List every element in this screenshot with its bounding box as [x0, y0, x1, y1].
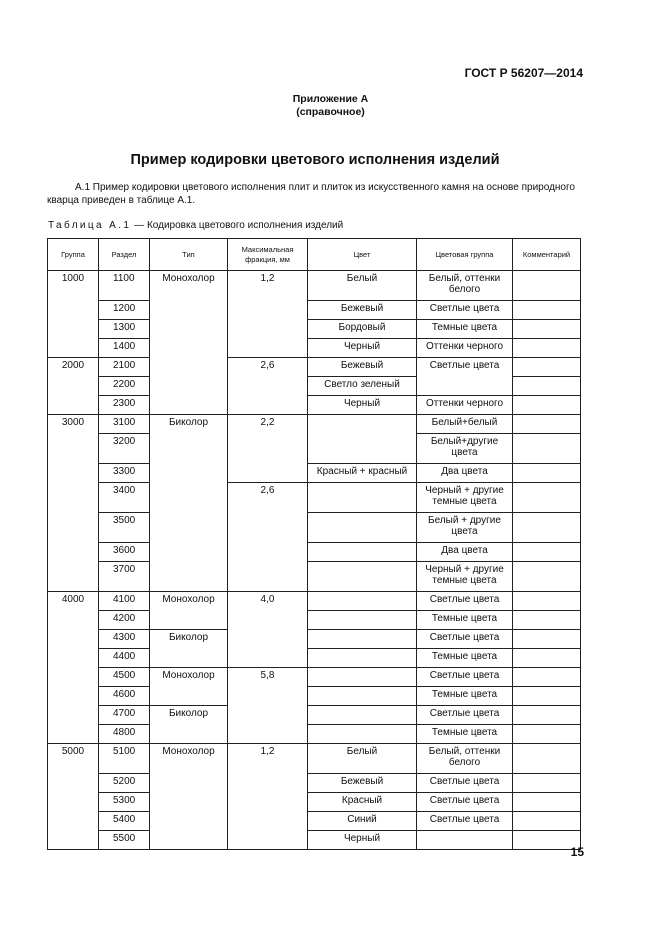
color-cell [308, 513, 417, 543]
color-group-cell: Светлые цвета [417, 630, 513, 649]
razdel-cell: 2100 [99, 358, 150, 377]
table-row [48, 774, 581, 793]
comment-cell [513, 668, 581, 687]
document-code: ГОСТ Р 56207—2014 [464, 66, 583, 80]
comment-cell [513, 793, 581, 812]
color-cell: Белый [308, 271, 417, 301]
column-header: Тип [150, 239, 228, 271]
color-cell [308, 668, 417, 687]
column-header: Максимальная фракция, мм [228, 239, 308, 271]
table-row [48, 668, 581, 687]
razdel-cell: 3600 [99, 543, 150, 562]
group-cell: 2000 [48, 358, 99, 415]
razdel-cell: 5400 [99, 812, 150, 831]
comment-cell [513, 812, 581, 831]
type-cell: Монохолор [150, 744, 228, 850]
comment-cell [513, 483, 581, 513]
color-group-cell: Белый + другие цвета [417, 513, 513, 543]
comment-cell [513, 396, 581, 415]
table-row [48, 358, 581, 377]
color-group-cell: Два цвета [417, 543, 513, 562]
razdel-cell: 5100 [99, 744, 150, 774]
razdel-cell: 5300 [99, 793, 150, 812]
comment-cell [513, 301, 581, 320]
section-heading: Пример кодировки цветового исполнения изделий [130, 152, 500, 168]
color-group-cell [417, 831, 513, 850]
table-caption [48, 220, 343, 231]
color-cell [308, 706, 417, 725]
comment-cell [513, 687, 581, 706]
table-row [48, 793, 581, 812]
color-cell [308, 562, 417, 592]
razdel-cell: 5200 [99, 774, 150, 793]
comment-cell [513, 592, 581, 611]
column-header: Раздел [99, 239, 150, 271]
table-caption-text: — Кодировка цветового исполнения изделий [131, 220, 344, 231]
comment-cell [513, 649, 581, 668]
group-cell: 5000 [48, 744, 99, 850]
color-group-cell: Два цвета [417, 464, 513, 483]
color-group-cell: Светлые цвета [417, 301, 513, 320]
table-row [48, 649, 581, 668]
color-cell [308, 483, 417, 513]
razdel-cell: 1400 [99, 339, 150, 358]
color-group-cell: Черный + другие темные цвета [417, 483, 513, 513]
fraction-cell: 5,8 [228, 668, 308, 744]
fraction-cell: 4,0 [228, 592, 308, 668]
color-group-cell: Светлые цвета [417, 793, 513, 812]
color-group-cell: Светлые цвета [417, 592, 513, 611]
razdel-cell: 4200 [99, 611, 150, 630]
color-cell [308, 611, 417, 630]
color-cell: Черный [308, 339, 417, 358]
color-group-cell: Белый, оттенки белого [417, 744, 513, 774]
color-group-cell: Темные цвета [417, 725, 513, 744]
color-group-cell: Темные цвета [417, 320, 513, 339]
color-cell [308, 415, 417, 464]
table-row [48, 812, 581, 831]
appendix-heading [0, 93, 661, 119]
fraction-cell: 2,6 [228, 483, 308, 592]
razdel-cell: 4400 [99, 649, 150, 668]
appendix-subtitle: (справочное) [296, 106, 365, 118]
color-cell: Красный + красный [308, 464, 417, 483]
color-group-cell: Темные цвета [417, 687, 513, 706]
type-cell: Монохолор [150, 668, 228, 706]
type-cell: Биколор [150, 706, 228, 744]
color-cell [308, 630, 417, 649]
color-group-cell: Белый+другие цвета [417, 434, 513, 464]
comment-cell [513, 611, 581, 630]
type-cell: Биколор [150, 630, 228, 668]
color-group-cell: Светлые цвета [417, 774, 513, 793]
table-row [48, 706, 581, 725]
razdel-cell: 3500 [99, 513, 150, 543]
comment-cell [513, 543, 581, 562]
color-cell: Бежевый [308, 774, 417, 793]
color-cell: Синий [308, 812, 417, 831]
color-group-cell: Черный + другие темные цвета [417, 562, 513, 592]
comment-cell [513, 725, 581, 744]
comment-cell [513, 464, 581, 483]
comment-cell [513, 434, 581, 464]
type-cell: Биколор [150, 415, 228, 592]
table-row [48, 611, 581, 630]
table-row [48, 543, 581, 562]
comment-cell [513, 377, 581, 396]
table-row [48, 415, 581, 434]
razdel-cell: 2300 [99, 396, 150, 415]
table-header-row [48, 239, 581, 271]
comment-cell [513, 630, 581, 649]
color-cell [308, 543, 417, 562]
color-group-cell: Светлые цвета [417, 812, 513, 831]
color-cell: Белый [308, 744, 417, 774]
color-group-cell: Белый+белый [417, 415, 513, 434]
razdel-cell: 3100 [99, 415, 150, 434]
fraction-cell: 2,2 [228, 415, 308, 483]
comment-cell [513, 358, 581, 377]
razdel-cell: 4700 [99, 706, 150, 725]
color-cell: Светло зеленый [308, 377, 417, 396]
razdel-cell: 1300 [99, 320, 150, 339]
column-header: Цветовая группа [417, 239, 513, 271]
table-row [48, 339, 581, 358]
color-cell: Бордовый [308, 320, 417, 339]
table-row [48, 687, 581, 706]
table-row [48, 513, 581, 543]
color-cell [308, 687, 417, 706]
color-group-cell: Светлые цвета [417, 358, 513, 396]
group-cell: 1000 [48, 271, 99, 358]
razdel-cell: 3700 [99, 562, 150, 592]
razdel-cell: 4600 [99, 687, 150, 706]
color-cell [308, 649, 417, 668]
color-cell: Черный [308, 396, 417, 415]
table-row [48, 320, 581, 339]
page-number: 15 [570, 845, 584, 859]
table-row [48, 592, 581, 611]
fraction-cell: 1,2 [228, 271, 308, 358]
table-row [48, 464, 581, 483]
comment-cell [513, 339, 581, 358]
group-cell: 3000 [48, 415, 99, 592]
razdel-cell: 4800 [99, 725, 150, 744]
razdel-cell: 3400 [99, 483, 150, 513]
table-row [48, 725, 581, 744]
color-group-cell: Оттенки черного [417, 339, 513, 358]
comment-cell [513, 320, 581, 339]
razdel-cell: 1100 [99, 271, 150, 301]
color-group-cell: Оттенки черного [417, 396, 513, 415]
appendix-title: Приложение А [292, 93, 369, 105]
table-caption-label: Таблица А.1 [48, 220, 132, 231]
fraction-cell: 1,2 [228, 744, 308, 850]
color-group-cell: Темные цвета [417, 649, 513, 668]
table-row [48, 831, 581, 850]
table-row [48, 483, 581, 513]
comment-cell [513, 271, 581, 301]
color-coding-table [47, 238, 581, 850]
razdel-cell: 4500 [99, 668, 150, 687]
color-cell [308, 592, 417, 611]
color-group-cell: Светлые цвета [417, 706, 513, 725]
intro-paragraph: А.1 Пример кодировки цветового исполнения плит и плиток из искусственного камня на основе природного кварца приведен в таблице А.1. [47, 182, 575, 206]
color-cell: Бежевый [308, 358, 417, 377]
table-row [48, 301, 581, 320]
comment-cell [513, 744, 581, 774]
column-header: Цвет [308, 239, 417, 271]
fraction-cell: 2,6 [228, 358, 308, 415]
table-row [48, 744, 581, 774]
type-cell: Монохолор [150, 271, 228, 415]
group-cell: 4000 [48, 592, 99, 744]
comment-cell [513, 706, 581, 725]
razdel-cell: 4300 [99, 630, 150, 649]
column-header: Группа [48, 239, 99, 271]
table-row [48, 396, 581, 415]
razdel-cell: 4100 [99, 592, 150, 611]
comment-cell [513, 562, 581, 592]
color-group-cell: Светлые цвета [417, 668, 513, 687]
color-cell: Бежевый [308, 301, 417, 320]
comment-cell [513, 513, 581, 543]
color-cell: Красный [308, 793, 417, 812]
column-header: Комментарий [513, 239, 581, 271]
razdel-cell: 5500 [99, 831, 150, 850]
razdel-cell: 3200 [99, 434, 150, 464]
comment-cell [513, 774, 581, 793]
type-cell: Монохолор [150, 592, 228, 630]
table-row [48, 562, 581, 592]
table-row [48, 630, 581, 649]
razdel-cell: 1200 [99, 301, 150, 320]
razdel-cell: 3300 [99, 464, 150, 483]
color-cell [308, 725, 417, 744]
table-row [48, 271, 581, 301]
comment-cell [513, 415, 581, 434]
color-cell: Черный [308, 831, 417, 850]
color-group-cell: Белый, оттенки белого [417, 271, 513, 301]
razdel-cell: 2200 [99, 377, 150, 396]
color-group-cell: Темные цвета [417, 611, 513, 630]
